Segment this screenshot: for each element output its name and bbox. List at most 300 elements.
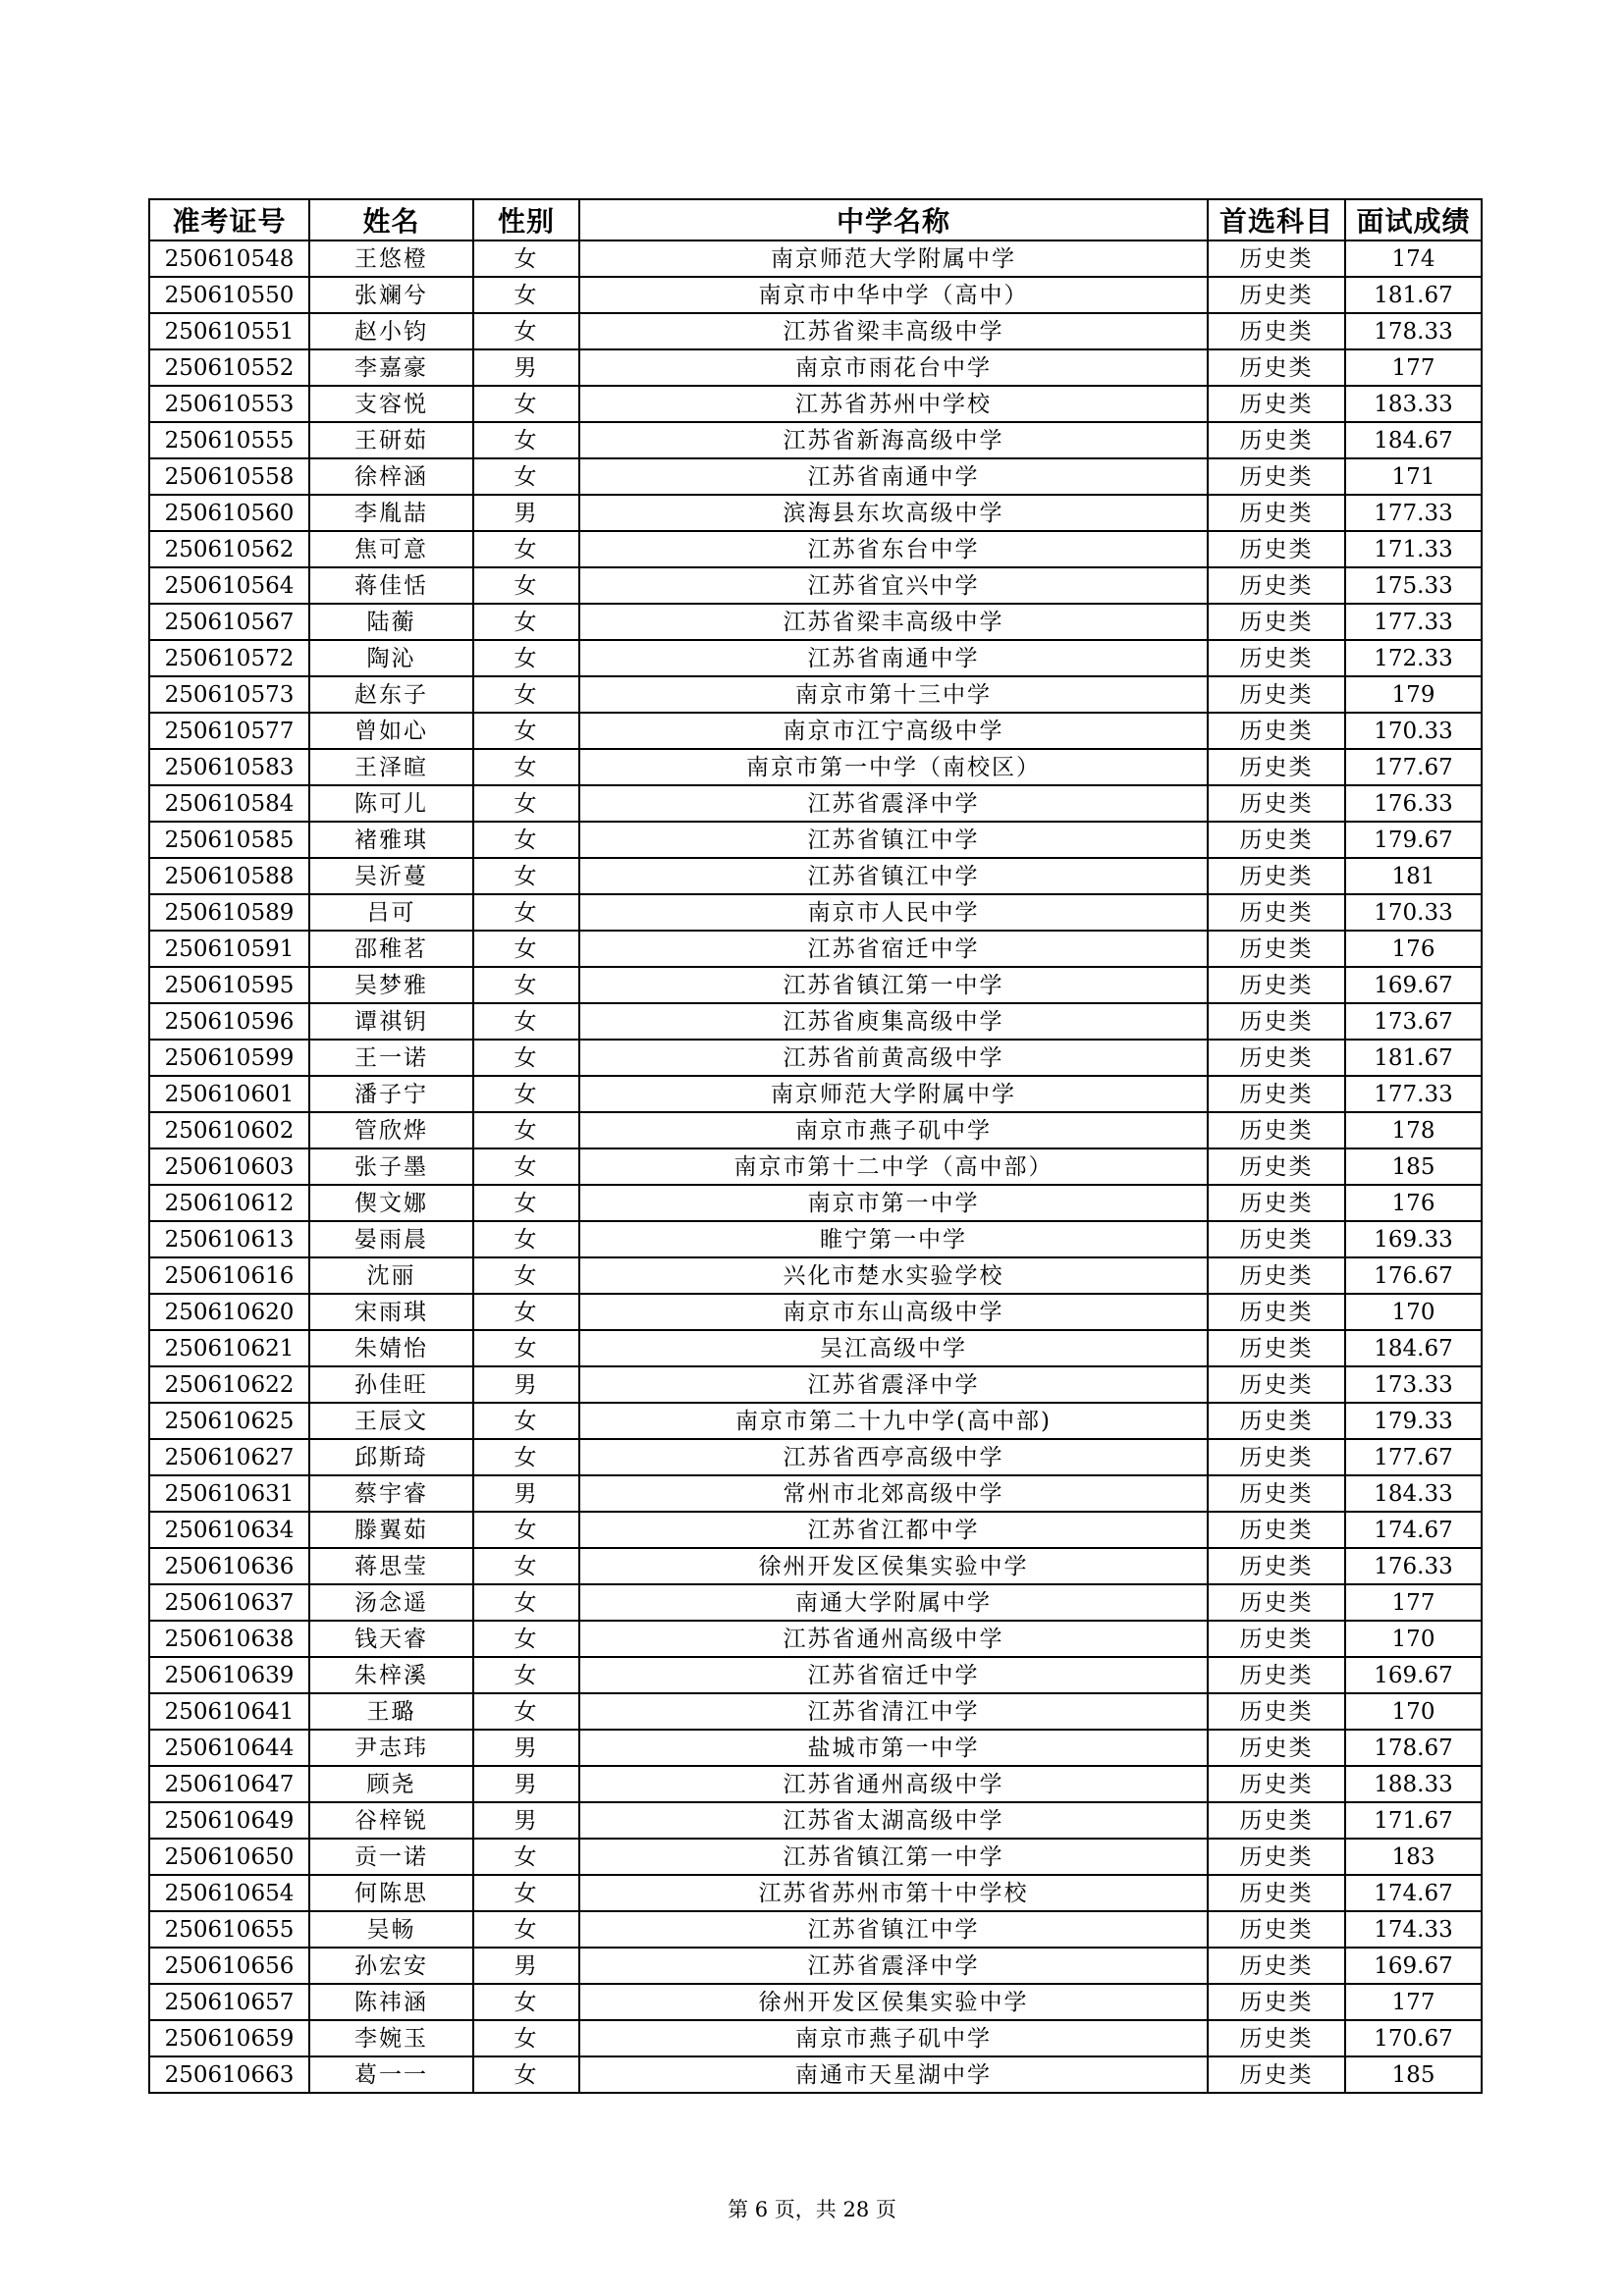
cell-exam-id: 250610585 <box>149 822 309 858</box>
cell-school: 江苏省通州高级中学 <box>579 1621 1208 1657</box>
cell-name: 葛一一 <box>309 2056 473 2093</box>
cell-gender: 男 <box>473 1475 579 1512</box>
cell-subject: 历史类 <box>1208 676 1345 713</box>
cell-name: 滕翼茹 <box>309 1512 473 1548</box>
cell-exam-id: 250610595 <box>149 967 309 1003</box>
cell-exam-id: 250610555 <box>149 422 309 458</box>
cell-gender: 女 <box>473 894 579 931</box>
cell-subject: 历史类 <box>1208 1403 1345 1439</box>
cell-score: 176 <box>1345 1185 1482 1221</box>
table-row <box>149 785 1482 822</box>
cell-exam-id: 250610573 <box>149 676 309 713</box>
cell-exam-id: 250610562 <box>149 531 309 567</box>
cell-subject: 历史类 <box>1208 1040 1345 1076</box>
table-row <box>149 1657 1482 1693</box>
cell-school: 江苏省宿迁中学 <box>579 931 1208 967</box>
cell-score: 172.33 <box>1345 640 1482 676</box>
cell-subject: 历史类 <box>1208 1766 1345 1802</box>
cell-school: 江苏省镇江第一中学 <box>579 967 1208 1003</box>
cell-name: 张子墨 <box>309 1148 473 1185</box>
cell-gender: 女 <box>473 713 579 749</box>
cell-name: 贡一诺 <box>309 1839 473 1875</box>
cell-school: 江苏省镇江中学 <box>579 1911 1208 1948</box>
cell-gender: 女 <box>473 240 579 277</box>
cell-score: 171.67 <box>1345 1802 1482 1839</box>
cell-name: 赵小钧 <box>309 313 473 349</box>
cell-name: 顾尧 <box>309 1766 473 1802</box>
table-row <box>149 1439 1482 1475</box>
cell-name: 陈祎涵 <box>309 1984 473 2020</box>
cell-name: 朱梓溪 <box>309 1657 473 1693</box>
cell-subject: 历史类 <box>1208 1948 1345 1984</box>
cell-score: 173.33 <box>1345 1366 1482 1403</box>
table-row <box>149 1475 1482 1512</box>
table-row <box>149 1221 1482 1257</box>
cell-school: 兴化市楚水实验学校 <box>579 1257 1208 1294</box>
cell-subject: 历史类 <box>1208 1730 1345 1766</box>
cell-gender: 女 <box>473 967 579 1003</box>
cell-score: 169.33 <box>1345 1221 1482 1257</box>
cell-exam-id: 250610552 <box>149 349 309 386</box>
cell-name: 陈可儿 <box>309 785 473 822</box>
cell-score: 177.33 <box>1345 495 1482 531</box>
cell-gender: 女 <box>473 858 579 894</box>
cell-subject: 历史类 <box>1208 1839 1345 1875</box>
table-row <box>149 1584 1482 1621</box>
cell-subject: 历史类 <box>1208 386 1345 422</box>
table-row <box>149 1730 1482 1766</box>
cell-exam-id: 250610612 <box>149 1185 309 1221</box>
table-row <box>149 531 1482 567</box>
cell-exam-id: 250610603 <box>149 1148 309 1185</box>
cell-school: 常州市北郊高级中学 <box>579 1475 1208 1512</box>
table-row <box>149 1875 1482 1911</box>
cell-gender: 女 <box>473 931 579 967</box>
cell-exam-id: 250610583 <box>149 749 309 785</box>
cell-score: 176 <box>1345 931 1482 967</box>
cell-name: 王研茹 <box>309 422 473 458</box>
table-row <box>149 1294 1482 1330</box>
cell-gender: 女 <box>473 1657 579 1693</box>
cell-gender: 女 <box>473 1076 579 1112</box>
table-row <box>149 1003 1482 1040</box>
cell-name: 何陈思 <box>309 1875 473 1911</box>
cell-gender: 男 <box>473 495 579 531</box>
cell-subject: 历史类 <box>1208 967 1345 1003</box>
cell-score: 178.33 <box>1345 313 1482 349</box>
cell-gender: 女 <box>473 1148 579 1185</box>
cell-score: 171.33 <box>1345 531 1482 567</box>
cell-school: 江苏省前黄高级中学 <box>579 1040 1208 1076</box>
cell-score: 177.67 <box>1345 1439 1482 1475</box>
table-row <box>149 967 1482 1003</box>
cell-gender: 女 <box>473 822 579 858</box>
cell-exam-id: 250610641 <box>149 1693 309 1730</box>
table-row <box>149 458 1482 495</box>
cell-exam-id: 250610588 <box>149 858 309 894</box>
cell-school: 吴江高级中学 <box>579 1330 1208 1366</box>
cell-exam-id: 250610601 <box>149 1076 309 1112</box>
cell-subject: 历史类 <box>1208 785 1345 822</box>
cell-score: 176.67 <box>1345 1257 1482 1294</box>
cell-score: 177.33 <box>1345 1076 1482 1112</box>
cell-school: 江苏省苏州中学校 <box>579 386 1208 422</box>
cell-gender: 女 <box>473 2020 579 2056</box>
cell-school: 南京市燕子矶中学 <box>579 1112 1208 1148</box>
cell-gender: 女 <box>473 277 579 313</box>
cell-exam-id: 250610634 <box>149 1512 309 1548</box>
cell-exam-id: 250610647 <box>149 1766 309 1802</box>
cell-school: 江苏省宿迁中学 <box>579 1657 1208 1693</box>
cell-gender: 男 <box>473 1948 579 1984</box>
cell-score: 176.33 <box>1345 1548 1482 1584</box>
cell-exam-id: 250610621 <box>149 1330 309 1366</box>
cell-gender: 女 <box>473 531 579 567</box>
cell-name: 吴畅 <box>309 1911 473 1948</box>
cell-subject: 历史类 <box>1208 858 1345 894</box>
cell-school: 睢宁第一中学 <box>579 1221 1208 1257</box>
cell-exam-id: 250610639 <box>149 1657 309 1693</box>
cell-name: 王一诺 <box>309 1040 473 1076</box>
cell-exam-id: 250610591 <box>149 931 309 967</box>
cell-subject: 历史类 <box>1208 277 1345 313</box>
cell-score: 179.33 <box>1345 1403 1482 1439</box>
cell-score: 170 <box>1345 1693 1482 1730</box>
cell-school: 南京师范大学附属中学 <box>579 240 1208 277</box>
table-row <box>149 386 1482 422</box>
cell-score: 184.67 <box>1345 1330 1482 1366</box>
cell-score: 183 <box>1345 1839 1482 1875</box>
cell-school: 南京市雨花台中学 <box>579 349 1208 386</box>
cell-subject: 历史类 <box>1208 1512 1345 1548</box>
cell-score: 177.67 <box>1345 749 1482 785</box>
cell-school: 南京市第二十九中学(高中部) <box>579 1403 1208 1439</box>
cell-school: 江苏省震泽中学 <box>579 1948 1208 1984</box>
table-row <box>149 1330 1482 1366</box>
cell-score: 184.67 <box>1345 422 1482 458</box>
cell-gender: 女 <box>473 1512 579 1548</box>
cell-score: 170.67 <box>1345 2020 1482 2056</box>
cell-score: 169.67 <box>1345 1657 1482 1693</box>
cell-school: 徐州开发区侯集实验中学 <box>579 1548 1208 1584</box>
cell-exam-id: 250610596 <box>149 1003 309 1040</box>
cell-score: 177 <box>1345 1584 1482 1621</box>
cell-school: 南京市燕子矶中学 <box>579 2020 1208 2056</box>
cell-name: 王璐 <box>309 1693 473 1730</box>
cell-school: 南京市第十三中学 <box>579 676 1208 713</box>
cell-exam-id: 250610550 <box>149 277 309 313</box>
cell-gender: 女 <box>473 1621 579 1657</box>
cell-subject: 历史类 <box>1208 313 1345 349</box>
cell-gender: 女 <box>473 1839 579 1875</box>
cell-school: 江苏省南通中学 <box>579 640 1208 676</box>
cell-subject: 历史类 <box>1208 1330 1345 1366</box>
cell-score: 183.33 <box>1345 386 1482 422</box>
cell-gender: 女 <box>473 1221 579 1257</box>
cell-exam-id: 250610577 <box>149 713 309 749</box>
cell-score: 170.33 <box>1345 894 1482 931</box>
cell-gender: 女 <box>473 1185 579 1221</box>
cell-subject: 历史类 <box>1208 1112 1345 1148</box>
cell-exam-id: 250610656 <box>149 1948 309 1984</box>
cell-exam-id: 250610589 <box>149 894 309 931</box>
table-row <box>149 931 1482 967</box>
cell-gender: 女 <box>473 1584 579 1621</box>
cell-gender: 女 <box>473 1403 579 1439</box>
cell-school: 南京师范大学附属中学 <box>579 1076 1208 1112</box>
cell-name: 孙佳旺 <box>309 1366 473 1403</box>
cell-subject: 历史类 <box>1208 1294 1345 1330</box>
cell-school: 江苏省清江中学 <box>579 1693 1208 1730</box>
table-row <box>149 2056 1482 2093</box>
cell-name: 蒋佳恬 <box>309 567 473 604</box>
table-row <box>149 1040 1482 1076</box>
cell-score: 170.33 <box>1345 713 1482 749</box>
cell-school: 江苏省通州高级中学 <box>579 1766 1208 1802</box>
cell-subject: 历史类 <box>1208 1875 1345 1911</box>
cell-subject: 历史类 <box>1208 2056 1345 2093</box>
table-header-row <box>149 199 1482 240</box>
cell-gender: 男 <box>473 349 579 386</box>
cell-subject: 历史类 <box>1208 1185 1345 1221</box>
cell-name: 王辰文 <box>309 1403 473 1439</box>
table-row <box>149 422 1482 458</box>
cell-score: 170 <box>1345 1621 1482 1657</box>
cell-exam-id: 250610572 <box>149 640 309 676</box>
cell-name: 王悠橙 <box>309 240 473 277</box>
header-school: 中学名称 <box>579 199 1208 240</box>
cell-gender: 女 <box>473 1003 579 1040</box>
header-subject: 首选科目 <box>1208 199 1345 240</box>
table-row <box>149 713 1482 749</box>
table-row <box>149 640 1482 676</box>
cell-name: 邵稚茗 <box>309 931 473 967</box>
cell-score: 174 <box>1345 240 1482 277</box>
table-row <box>149 2020 1482 2056</box>
cell-school: 江苏省太湖高级中学 <box>579 1802 1208 1839</box>
cell-exam-id: 250610657 <box>149 1984 309 2020</box>
cell-gender: 女 <box>473 1875 579 1911</box>
cell-exam-id: 250610558 <box>149 458 309 495</box>
cell-school: 南京市第一中学（南校区） <box>579 749 1208 785</box>
table-row <box>149 313 1482 349</box>
cell-school: 滨海县东坎高级中学 <box>579 495 1208 531</box>
cell-score: 179.67 <box>1345 822 1482 858</box>
cell-school: 江苏省新海高级中学 <box>579 422 1208 458</box>
cell-exam-id: 250610567 <box>149 604 309 640</box>
cell-score: 169.67 <box>1345 1948 1482 1984</box>
cell-name: 吕可 <box>309 894 473 931</box>
cell-gender: 女 <box>473 1439 579 1475</box>
cell-subject: 历史类 <box>1208 604 1345 640</box>
cell-subject: 历史类 <box>1208 458 1345 495</box>
cell-gender: 女 <box>473 1693 579 1730</box>
cell-subject: 历史类 <box>1208 1984 1345 2020</box>
cell-school: 南京市东山高级中学 <box>579 1294 1208 1330</box>
cell-name: 潘子宁 <box>309 1076 473 1112</box>
cell-name: 支容悦 <box>309 386 473 422</box>
cell-score: 178.67 <box>1345 1730 1482 1766</box>
cell-gender: 女 <box>473 1112 579 1148</box>
table-row <box>149 1984 1482 2020</box>
cell-score: 171 <box>1345 458 1482 495</box>
cell-school: 江苏省苏州市第十中学校 <box>579 1875 1208 1911</box>
cell-subject: 历史类 <box>1208 640 1345 676</box>
cell-school: 南京市人民中学 <box>579 894 1208 931</box>
table-row <box>149 495 1482 531</box>
table-row <box>149 1802 1482 1839</box>
cell-score: 174.67 <box>1345 1875 1482 1911</box>
cell-exam-id: 250610613 <box>149 1221 309 1257</box>
cell-gender: 女 <box>473 567 579 604</box>
cell-score: 185 <box>1345 2056 1482 2093</box>
cell-subject: 历史类 <box>1208 1003 1345 1040</box>
cell-gender: 女 <box>473 386 579 422</box>
cell-score: 177 <box>1345 349 1482 386</box>
cell-subject: 历史类 <box>1208 1148 1345 1185</box>
cell-subject: 历史类 <box>1208 1439 1345 1475</box>
cell-subject: 历史类 <box>1208 1657 1345 1693</box>
cell-subject: 历史类 <box>1208 1257 1345 1294</box>
cell-name: 赵东子 <box>309 676 473 713</box>
table-row <box>149 1403 1482 1439</box>
cell-name: 沈丽 <box>309 1257 473 1294</box>
cell-subject: 历史类 <box>1208 1366 1345 1403</box>
cell-school: 南通市天星湖中学 <box>579 2056 1208 2093</box>
cell-subject: 历史类 <box>1208 531 1345 567</box>
cell-gender: 女 <box>473 1040 579 1076</box>
cell-exam-id: 250610620 <box>149 1294 309 1330</box>
page-number: 第 6 页，共 28 页 <box>728 2198 896 2221</box>
cell-name: 李婉玉 <box>309 2020 473 2056</box>
cell-subject: 历史类 <box>1208 240 1345 277</box>
cell-exam-id: 250610625 <box>149 1403 309 1439</box>
cell-name: 偰文娜 <box>309 1185 473 1221</box>
cell-gender: 女 <box>473 313 579 349</box>
table-row <box>149 1148 1482 1185</box>
cell-school: 江苏省震泽中学 <box>579 1366 1208 1403</box>
cell-name: 管欣烨 <box>309 1112 473 1148</box>
cell-subject: 历史类 <box>1208 713 1345 749</box>
cell-gender: 女 <box>473 2056 579 2093</box>
cell-name: 吴梦雅 <box>309 967 473 1003</box>
table-row <box>149 1076 1482 1112</box>
cell-subject: 历史类 <box>1208 1693 1345 1730</box>
table-row <box>149 1112 1482 1148</box>
cell-score: 188.33 <box>1345 1766 1482 1802</box>
cell-gender: 女 <box>473 1984 579 2020</box>
cell-exam-id: 250610663 <box>149 2056 309 2093</box>
cell-subject: 历史类 <box>1208 894 1345 931</box>
cell-gender: 女 <box>473 1294 579 1330</box>
cell-gender: 男 <box>473 1802 579 1839</box>
cell-subject: 历史类 <box>1208 931 1345 967</box>
cell-gender: 女 <box>473 1911 579 1948</box>
cell-exam-id: 250610616 <box>149 1257 309 1294</box>
header-gender: 性别 <box>473 199 579 240</box>
table-row <box>149 349 1482 386</box>
cell-exam-id: 250610599 <box>149 1040 309 1076</box>
cell-school: 南京市江宁高级中学 <box>579 713 1208 749</box>
cell-subject: 历史类 <box>1208 349 1345 386</box>
table-row <box>149 240 1482 277</box>
table-row <box>149 1948 1482 1984</box>
cell-name: 徐梓涵 <box>309 458 473 495</box>
cell-gender: 男 <box>473 1366 579 1403</box>
cell-exam-id: 250610655 <box>149 1911 309 1948</box>
cell-name: 王泽暄 <box>309 749 473 785</box>
header-name: 姓名 <box>309 199 473 240</box>
cell-exam-id: 250610636 <box>149 1548 309 1584</box>
cell-subject: 历史类 <box>1208 822 1345 858</box>
cell-school: 南通大学附属中学 <box>579 1584 1208 1621</box>
cell-name: 谭祺钥 <box>309 1003 473 1040</box>
cell-score: 176.33 <box>1345 785 1482 822</box>
cell-score: 170 <box>1345 1294 1482 1330</box>
cell-subject: 历史类 <box>1208 1584 1345 1621</box>
cell-gender: 女 <box>473 1330 579 1366</box>
header-score: 面试成绩 <box>1345 199 1482 240</box>
cell-score: 184.33 <box>1345 1475 1482 1512</box>
cell-name: 蒋思莹 <box>309 1548 473 1584</box>
cell-name: 李胤喆 <box>309 495 473 531</box>
table-row <box>149 1512 1482 1548</box>
cell-name: 朱婧怡 <box>309 1330 473 1366</box>
cell-school: 江苏省西亭高级中学 <box>579 1439 1208 1475</box>
cell-school: 江苏省镇江中学 <box>579 858 1208 894</box>
cell-gender: 女 <box>473 676 579 713</box>
cell-school: 江苏省庾集高级中学 <box>579 1003 1208 1040</box>
cell-exam-id: 250610622 <box>149 1366 309 1403</box>
cell-name: 曾如心 <box>309 713 473 749</box>
cell-school: 江苏省梁丰高级中学 <box>579 313 1208 349</box>
cell-name: 陶沁 <box>309 640 473 676</box>
cell-name: 李嘉豪 <box>309 349 473 386</box>
cell-school: 南京市第一中学 <box>579 1185 1208 1221</box>
cell-subject: 历史类 <box>1208 1621 1345 1657</box>
table-row <box>149 749 1482 785</box>
cell-subject: 历史类 <box>1208 2020 1345 2056</box>
table-row <box>149 894 1482 931</box>
cell-school: 盐城市第一中学 <box>579 1730 1208 1766</box>
cell-score: 177 <box>1345 1984 1482 2020</box>
cell-gender: 女 <box>473 1548 579 1584</box>
cell-exam-id: 250610649 <box>149 1802 309 1839</box>
cell-school: 江苏省东台中学 <box>579 531 1208 567</box>
cell-exam-id: 250610553 <box>149 386 309 422</box>
cell-exam-id: 250610637 <box>149 1584 309 1621</box>
cell-name: 汤念遥 <box>309 1584 473 1621</box>
cell-school: 徐州开发区侯集实验中学 <box>579 1984 1208 2020</box>
cell-exam-id: 250610638 <box>149 1621 309 1657</box>
table-row <box>149 822 1482 858</box>
cell-score: 169.67 <box>1345 967 1482 1003</box>
table-row <box>149 604 1482 640</box>
cell-score: 181.67 <box>1345 1040 1482 1076</box>
cell-subject: 历史类 <box>1208 1802 1345 1839</box>
cell-score: 174.67 <box>1345 1512 1482 1548</box>
cell-exam-id: 250610654 <box>149 1875 309 1911</box>
table-row <box>149 676 1482 713</box>
cell-subject: 历史类 <box>1208 495 1345 531</box>
cell-name: 张斓兮 <box>309 277 473 313</box>
cell-name: 蔡宇睿 <box>309 1475 473 1512</box>
cell-school: 江苏省南通中学 <box>579 458 1208 495</box>
cell-gender: 女 <box>473 749 579 785</box>
cell-subject: 历史类 <box>1208 1221 1345 1257</box>
cell-gender: 女 <box>473 1257 579 1294</box>
cell-name: 晏雨晨 <box>309 1221 473 1257</box>
